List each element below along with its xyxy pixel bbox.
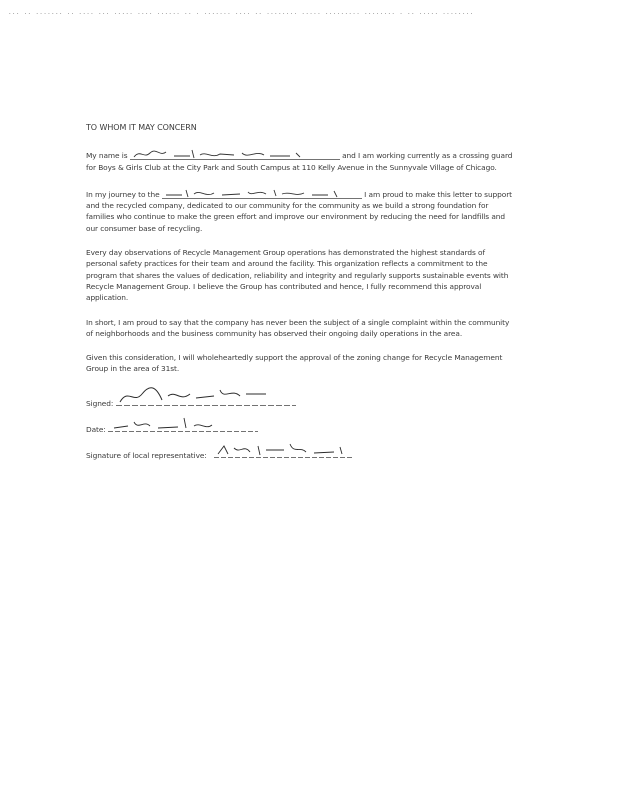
date-label: Date: (86, 425, 106, 435)
paragraph-2-text: I am proud to make this letter to support and the recycled company, dedicated to our community for the community as we build a strong foundation for families who continue to make the green effort and improve our environment by reducing the need for landfills and our consumer base of recycling. (86, 189, 512, 233)
print-name-row (86, 440, 518, 466)
letter-body (86, 122, 518, 466)
paragraph-1-text: and I am working currently as a crossing guard for Boys & Girls Club at the City Park and South Campus at 110 Kelly Avenue in the Sunnyvale Village of Chicago. (86, 151, 513, 172)
paragraph-2-lead: In my journey to the (86, 189, 160, 199)
signed-label: Signed: (86, 399, 114, 409)
paragraph-3: Every day observations of Recycle Management Group operations has demonstrated the highest standards of personal safety practices for their team and around the facility. This organization reflects a commitment to the program that shares the values of dedication, reliability and integrity and regularly supports sustainable events with Recycle Management Group. I believe the Group has contributed and hence, I fully recommend this approval application. (86, 248, 509, 303)
handwritten-signature (116, 382, 296, 411)
paragraph-2 (86, 186, 518, 234)
fax-header-line: ... .. ....... .. .... ... ..... .... ...... .. . ....... .... .. ........ ..... ......... ........ . .. ..... ........ (8, 9, 474, 16)
letter-salutation: TO WHOM IT MAY CONCERN (86, 123, 197, 132)
handwritten-date (108, 412, 258, 437)
paragraph-4: In short, I am proud to say that the company has never been the subject of a single complaint within the community of neighborhoods and the business community has observed their ongoing daily operations in the area. (86, 317, 510, 338)
print-name-label: Signature of local representative: (86, 451, 207, 461)
handwritten-printed-name (214, 438, 364, 463)
paragraph-1-lead: My name is (86, 151, 128, 161)
signature-row (86, 388, 518, 414)
handwritten-organization (162, 186, 362, 200)
date-row (86, 414, 518, 440)
paragraph-1 (86, 147, 518, 173)
handwritten-name (130, 147, 340, 161)
paragraph-5: Given this consideration, I will wholeheartedly support the approval of the zoning change for Recycle Management Group in the area of 31st. (86, 353, 503, 374)
